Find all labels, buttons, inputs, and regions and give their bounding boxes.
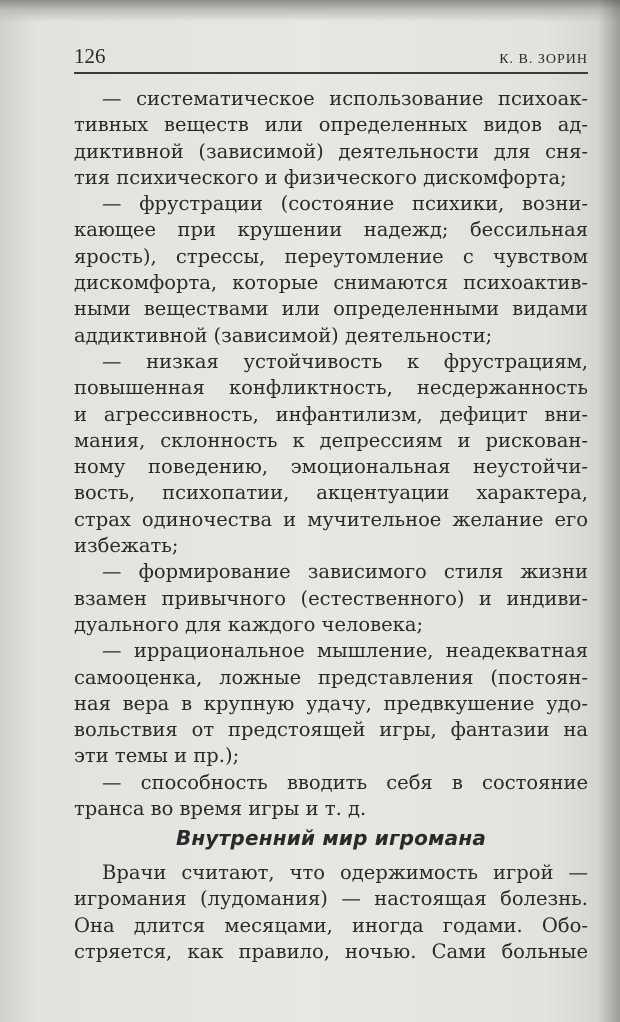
text-line: страх одиночества и мучительное желание его <box>74 507 588 531</box>
text-line: — формирование зависимого стиля жизни <box>102 560 588 584</box>
text-line: самооценка, ложные представления (постоян- <box>74 665 588 689</box>
section-heading: Внутренний мир игромана <box>175 826 487 850</box>
text-line: повышенная конфликтность, несдержанность <box>74 376 588 400</box>
text-line: дуального для каждого человека; <box>74 612 424 636</box>
list-body <box>74 86 588 822</box>
text-line: и агрессивность, инфантилизм, дефицит вни- <box>74 402 588 426</box>
text-line: ными веществами или определенными видами <box>74 297 588 321</box>
text-line: вольствия от предстоящей игры, фантазии на <box>74 718 588 742</box>
text-line: мания, склонность к депрессиям и рискован- <box>74 428 588 452</box>
text-line: избежать; <box>74 534 179 558</box>
text-line: тивных веществ или определенных видов ад- <box>74 113 588 137</box>
text-line: аддиктивной (зависимой) деятельности; <box>74 323 493 347</box>
section-body <box>74 860 588 965</box>
page-header <box>74 42 588 72</box>
text-line: ная вера в крупную удачу, предвкушение удо- <box>74 691 588 715</box>
text-line: дискомфорта, которые снимаются психоактив- <box>74 271 588 295</box>
page-top-shadow <box>0 0 620 22</box>
text-line: кающее при крушении надежд; бессильная <box>74 218 588 242</box>
text-line: — иррациональное мышление, неадекватная <box>102 639 588 663</box>
header-rule <box>74 72 588 74</box>
text-line: — низкая устойчивость к фрустрациям, <box>102 349 588 373</box>
text-line: эти темы и пр.); <box>74 744 240 768</box>
text-line: ному поведению, эмоциональная неустойчи- <box>74 455 588 479</box>
page-number: 126 <box>74 44 106 68</box>
text-line: Она длится месяцами, иногда годами. Обо- <box>74 913 588 937</box>
text-line: — систематическое использование психоак- <box>102 87 588 110</box>
text-line: транса во время игры и т. д. <box>74 797 367 821</box>
running-head: К. В. ЗОРИН <box>499 52 588 67</box>
text-line: игромания (лудомания) — настоящая болезнь. <box>74 887 588 911</box>
text-line: Врачи считают, что одержимость игрой — <box>102 861 588 884</box>
text-line: взамен привычного (естественного) и индиви- <box>74 586 588 610</box>
text-line: диктивной (зависимой) деятельности для сня- <box>74 139 588 163</box>
text-line: — способность вводить себя в состояние <box>102 770 588 794</box>
text-line: ярость), стрессы, переутомление с чувством <box>74 244 588 268</box>
text-line: тия психического и физического дискомфорта; <box>74 165 567 189</box>
page-spine-shadow <box>598 0 620 1022</box>
text-line: — фрустрации (состояние психики, возни- <box>102 192 588 216</box>
section-heading-wrap <box>74 826 588 850</box>
text-line: стряется, как правило, ночью. Сами больные <box>74 939 588 963</box>
text-line: вость, психопатии, акцентуации характера, <box>74 481 588 505</box>
